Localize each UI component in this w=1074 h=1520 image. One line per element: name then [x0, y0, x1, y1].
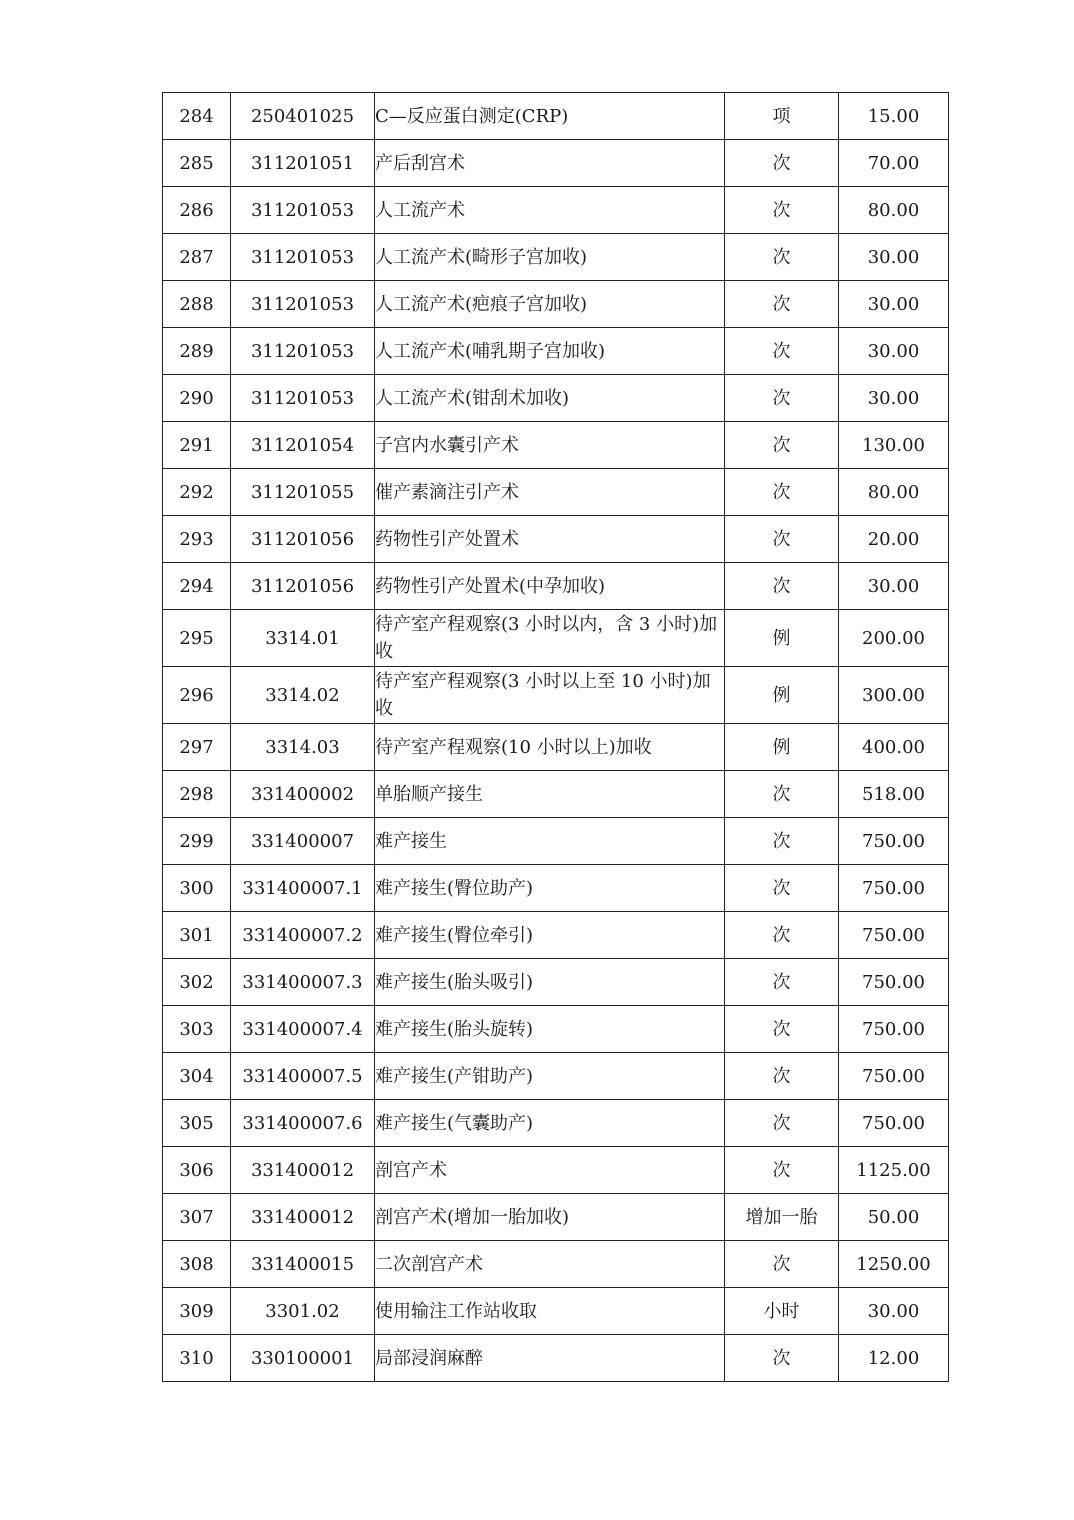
table-row — [163, 818, 949, 865]
row-number-cell: 296 — [163, 667, 231, 724]
unit-cell: 次 — [725, 1335, 839, 1382]
item-code-cell: 311201053 — [231, 234, 375, 281]
row-number-cell: 306 — [163, 1147, 231, 1194]
price-cell: 750.00 — [839, 959, 949, 1006]
table-row — [163, 187, 949, 234]
item-name-cell: 难产接生(臀位助产) — [375, 865, 725, 912]
item-code-cell: 3314.02 — [231, 667, 375, 724]
unit-cell: 次 — [725, 912, 839, 959]
row-number-cell: 294 — [163, 563, 231, 610]
price-cell: 400.00 — [839, 724, 949, 771]
table-row — [163, 1335, 949, 1382]
table-row — [163, 93, 949, 140]
table-row — [163, 1100, 949, 1147]
item-code-cell: 331400007.2 — [231, 912, 375, 959]
item-code-cell: 331400007.6 — [231, 1100, 375, 1147]
price-cell: 30.00 — [839, 281, 949, 328]
item-code-cell: 331400007.1 — [231, 865, 375, 912]
unit-cell: 次 — [725, 865, 839, 912]
price-cell: 750.00 — [839, 1100, 949, 1147]
table-row — [163, 1241, 949, 1288]
price-cell: 750.00 — [839, 818, 949, 865]
row-number-cell: 291 — [163, 422, 231, 469]
price-cell: 12.00 — [839, 1335, 949, 1382]
price-cell: 30.00 — [839, 234, 949, 281]
table-row — [163, 563, 949, 610]
price-cell: 200.00 — [839, 610, 949, 667]
item-code-cell: 3314.03 — [231, 724, 375, 771]
table-row — [163, 375, 949, 422]
row-number-cell: 310 — [163, 1335, 231, 1382]
unit-cell: 增加一胎 — [725, 1194, 839, 1241]
table-row — [163, 1288, 949, 1335]
item-code-cell: 311201054 — [231, 422, 375, 469]
row-number-cell: 301 — [163, 912, 231, 959]
unit-cell: 次 — [725, 140, 839, 187]
table-row — [163, 912, 949, 959]
row-number-cell: 293 — [163, 516, 231, 563]
table-row — [163, 516, 949, 563]
item-code-cell: 3314.01 — [231, 610, 375, 667]
row-number-cell: 307 — [163, 1194, 231, 1241]
item-name-cell: 待产室产程观察(3 小时以上至 10 小时)加收 — [375, 667, 725, 724]
unit-cell: 次 — [725, 1006, 839, 1053]
item-code-cell: 311201055 — [231, 469, 375, 516]
unit-cell: 项 — [725, 93, 839, 140]
row-number-cell: 298 — [163, 771, 231, 818]
item-code-cell: 331400012 — [231, 1194, 375, 1241]
item-name-cell: 人工流产术(钳刮术加收) — [375, 375, 725, 422]
item-name-cell: 二次剖宫产术 — [375, 1241, 725, 1288]
table-row — [163, 610, 949, 667]
unit-cell: 次 — [725, 1053, 839, 1100]
price-cell: 50.00 — [839, 1194, 949, 1241]
unit-cell: 次 — [725, 516, 839, 563]
unit-cell: 例 — [725, 724, 839, 771]
price-cell: 750.00 — [839, 1006, 949, 1053]
row-number-cell: 303 — [163, 1006, 231, 1053]
item-name-cell: 难产接生(气囊助产) — [375, 1100, 725, 1147]
row-number-cell: 292 — [163, 469, 231, 516]
price-cell: 80.00 — [839, 469, 949, 516]
item-name-cell: 药物性引产处置术 — [375, 516, 725, 563]
item-code-cell: 311201053 — [231, 375, 375, 422]
row-number-cell: 308 — [163, 1241, 231, 1288]
unit-cell: 次 — [725, 563, 839, 610]
table-row — [163, 1147, 949, 1194]
price-cell: 30.00 — [839, 1288, 949, 1335]
item-name-cell: 人工流产术 — [375, 187, 725, 234]
item-name-cell: 催产素滴注引产术 — [375, 469, 725, 516]
unit-cell: 例 — [725, 667, 839, 724]
price-cell: 1125.00 — [839, 1147, 949, 1194]
row-number-cell: 300 — [163, 865, 231, 912]
item-name-cell: 难产接生(产钳助产) — [375, 1053, 725, 1100]
item-code-cell: 330100001 — [231, 1335, 375, 1382]
unit-cell: 次 — [725, 375, 839, 422]
item-code-cell: 250401025 — [231, 93, 375, 140]
price-cell: 130.00 — [839, 422, 949, 469]
table-row — [163, 771, 949, 818]
price-cell: 30.00 — [839, 375, 949, 422]
item-name-cell: 药物性引产处置术(中孕加收) — [375, 563, 725, 610]
unit-cell: 次 — [725, 187, 839, 234]
item-code-cell: 331400007 — [231, 818, 375, 865]
unit-cell: 次 — [725, 818, 839, 865]
row-number-cell: 299 — [163, 818, 231, 865]
row-number-cell: 297 — [163, 724, 231, 771]
unit-cell: 次 — [725, 1100, 839, 1147]
table-row — [163, 724, 949, 771]
item-code-cell: 3301.02 — [231, 1288, 375, 1335]
row-number-cell: 290 — [163, 375, 231, 422]
row-number-cell: 304 — [163, 1053, 231, 1100]
row-number-cell: 287 — [163, 234, 231, 281]
item-name-cell: C—反应蛋白测定(CRP) — [375, 93, 725, 140]
price-cell: 1250.00 — [839, 1241, 949, 1288]
unit-cell: 小时 — [725, 1288, 839, 1335]
item-code-cell: 331400002 — [231, 771, 375, 818]
item-name-cell: 子宫内水囊引产术 — [375, 422, 725, 469]
row-number-cell: 309 — [163, 1288, 231, 1335]
item-name-cell: 单胎顺产接生 — [375, 771, 725, 818]
table-row — [163, 281, 949, 328]
item-code-cell: 331400015 — [231, 1241, 375, 1288]
row-number-cell: 284 — [163, 93, 231, 140]
unit-cell: 次 — [725, 234, 839, 281]
row-number-cell: 302 — [163, 959, 231, 1006]
row-number-cell: 288 — [163, 281, 231, 328]
price-cell: 15.00 — [839, 93, 949, 140]
price-cell: 70.00 — [839, 140, 949, 187]
price-cell: 750.00 — [839, 912, 949, 959]
table-row — [163, 1194, 949, 1241]
price-cell: 30.00 — [839, 328, 949, 375]
table-row — [163, 1006, 949, 1053]
item-code-cell: 331400007.3 — [231, 959, 375, 1006]
unit-cell: 次 — [725, 328, 839, 375]
table-row — [163, 234, 949, 281]
table-row — [163, 1053, 949, 1100]
row-number-cell: 305 — [163, 1100, 231, 1147]
unit-cell: 次 — [725, 771, 839, 818]
fee-table — [162, 92, 949, 1382]
table-row — [163, 667, 949, 724]
table-row — [163, 469, 949, 516]
item-name-cell: 难产接生 — [375, 818, 725, 865]
item-name-cell: 局部浸润麻醉 — [375, 1335, 725, 1382]
item-code-cell: 311201053 — [231, 187, 375, 234]
table-row — [163, 959, 949, 1006]
item-name-cell: 难产接生(胎头吸引) — [375, 959, 725, 1006]
item-code-cell: 311201056 — [231, 563, 375, 610]
table-row — [163, 865, 949, 912]
row-number-cell: 286 — [163, 187, 231, 234]
table-row — [163, 328, 949, 375]
item-name-cell: 人工流产术(畸形子宫加收) — [375, 234, 725, 281]
item-name-cell: 待产室产程观察(3 小时以内，含 3 小时)加收 — [375, 610, 725, 667]
item-name-cell: 难产接生(胎头旋转) — [375, 1006, 725, 1053]
price-cell: 750.00 — [839, 1053, 949, 1100]
price-cell: 30.00 — [839, 563, 949, 610]
unit-cell: 次 — [725, 281, 839, 328]
unit-cell: 次 — [725, 469, 839, 516]
unit-cell: 次 — [725, 959, 839, 1006]
item-code-cell: 311201053 — [231, 281, 375, 328]
table-row — [163, 422, 949, 469]
item-name-cell: 难产接生(臀位牵引) — [375, 912, 725, 959]
row-number-cell: 295 — [163, 610, 231, 667]
fee-table-body — [163, 93, 949, 1382]
item-name-cell: 产后刮宫术 — [375, 140, 725, 187]
item-name-cell: 人工流产术(疤痕子宫加收) — [375, 281, 725, 328]
row-number-cell: 289 — [163, 328, 231, 375]
price-cell: 300.00 — [839, 667, 949, 724]
unit-cell: 例 — [725, 610, 839, 667]
price-cell: 750.00 — [839, 865, 949, 912]
item-code-cell: 311201051 — [231, 140, 375, 187]
item-code-cell: 331400007.4 — [231, 1006, 375, 1053]
price-cell: 518.00 — [839, 771, 949, 818]
item-code-cell: 331400007.5 — [231, 1053, 375, 1100]
item-name-cell: 待产室产程观察(10 小时以上)加收 — [375, 724, 725, 771]
item-name-cell: 使用输注工作站收取 — [375, 1288, 725, 1335]
item-name-cell: 人工流产术(哺乳期子宫加收) — [375, 328, 725, 375]
item-code-cell: 311201053 — [231, 328, 375, 375]
price-cell: 80.00 — [839, 187, 949, 234]
unit-cell: 次 — [725, 422, 839, 469]
unit-cell: 次 — [725, 1241, 839, 1288]
item-name-cell: 剖宫产术(增加一胎加收) — [375, 1194, 725, 1241]
table-row — [163, 140, 949, 187]
item-code-cell: 311201056 — [231, 516, 375, 563]
price-cell: 20.00 — [839, 516, 949, 563]
item-code-cell: 331400012 — [231, 1147, 375, 1194]
item-name-cell: 剖宫产术 — [375, 1147, 725, 1194]
unit-cell: 次 — [725, 1147, 839, 1194]
row-number-cell: 285 — [163, 140, 231, 187]
